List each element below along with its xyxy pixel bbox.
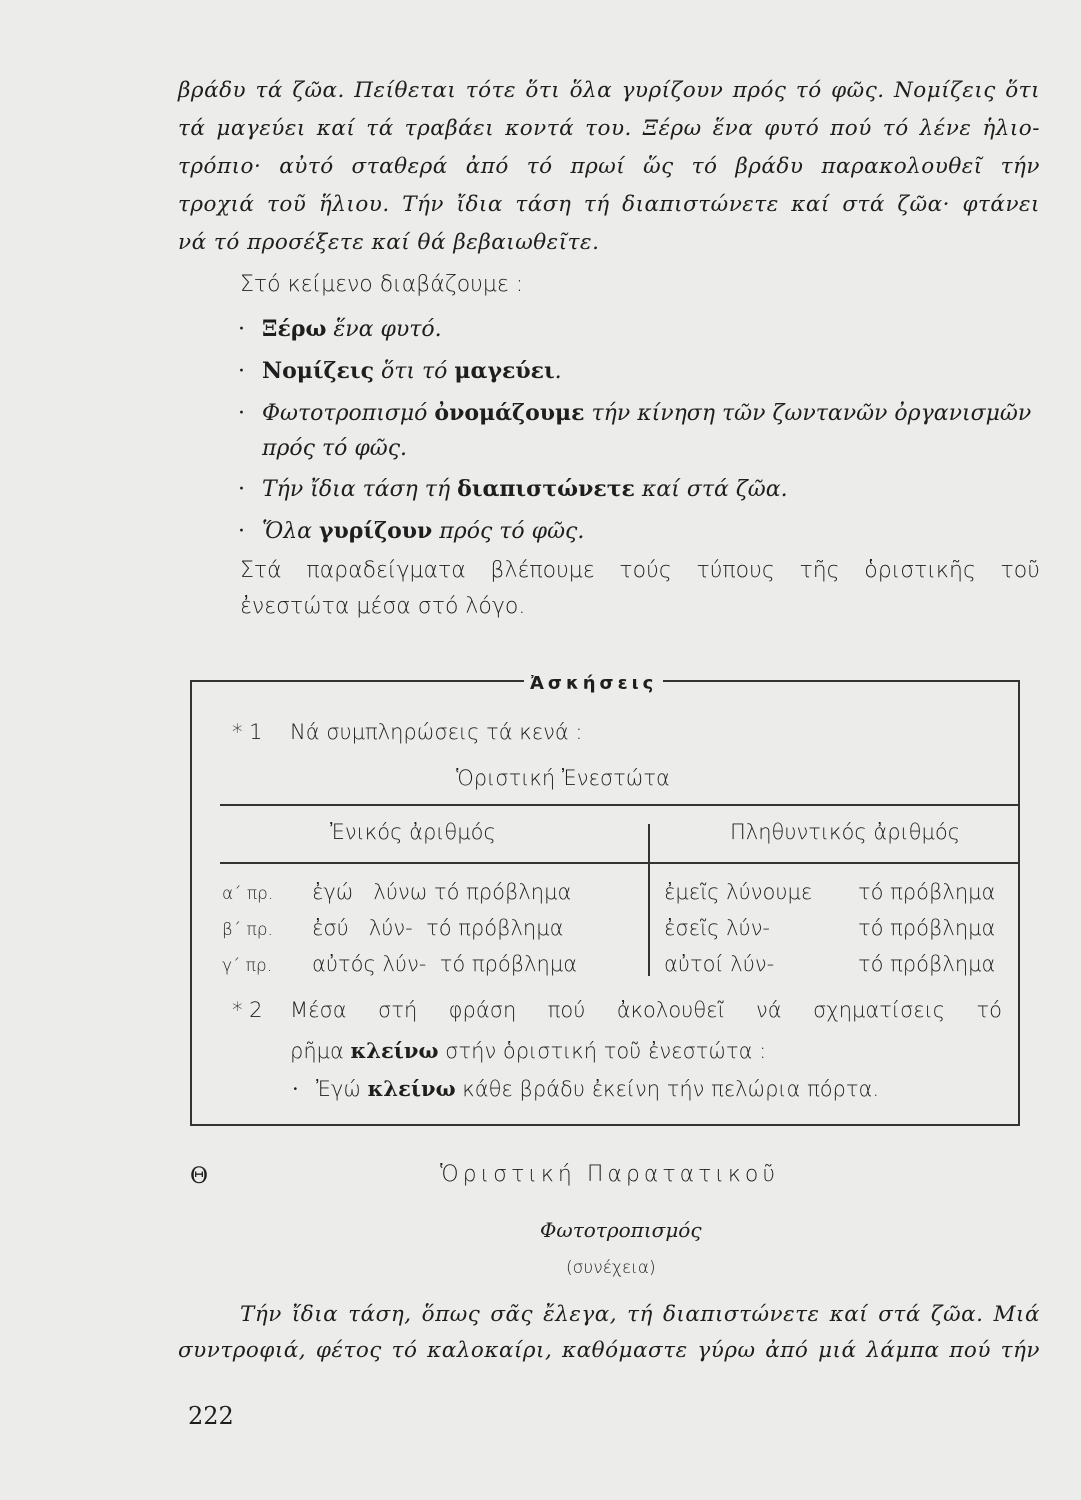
example-item-continuation: πρός τό φῶς. xyxy=(262,436,408,461)
table-cell-plural-object: τό πρόβλημα xyxy=(858,952,996,976)
table-person: γ΄ πρ. xyxy=(222,956,273,976)
bullet-icon: · xyxy=(238,519,245,544)
table-cell-plural-object: τό πρόβλημα xyxy=(858,880,996,904)
paragraph-line: τά μαγεύει καί τά τραβάει κοντά του. Ξέρω ἕνα φυτό πού τό λένε ἡλιο- xyxy=(178,116,1040,141)
table-cell-singular: ἐγώ λύνω τό πρόβλημα xyxy=(312,880,572,904)
paragraph-line: νά τό προσέξετε καί θά βεβαιωθεῖτε. xyxy=(178,230,600,255)
paragraph-line: βράδυ τά ζῶα. Πείθεται τότε ὅτι ὅλα γυρίζουν πρός τό φῶς. Νομίζεις ὅτι xyxy=(178,78,1040,103)
column-header-plural: Πληθυντικός ἀριθμός xyxy=(730,820,961,844)
table-person: α΄ πρ. xyxy=(222,884,274,904)
section-subtitle: Φωτοτροπισμός xyxy=(540,1218,702,1242)
paragraph-line: Τήν ἴδια τάση, ὅπως σᾶς ἔλεγα, τή διαπιστώνετε καί στά ζῶα. Μιά xyxy=(240,1302,1040,1327)
table-cell-plural-object: τό πρόβλημα xyxy=(858,916,996,940)
exercise-2-line: ρῆμα κλείνω στήν ὁριστική τοῦ ἐνεστώτα : xyxy=(290,1038,767,1063)
exercise-2-number: * 2 xyxy=(232,998,263,1022)
example-item: · Ξέρω ἕνα φυτό. xyxy=(238,316,442,342)
summary-line: ἐνεστώτα μέσα στό λόγο. xyxy=(240,594,526,619)
table-cell-singular: αὐτός λύν- τό πρόβλημα xyxy=(312,952,578,976)
table-divider xyxy=(648,824,650,976)
bullet-icon: · xyxy=(238,359,245,384)
exercise-2-line: Μέσα στή φράση πού ἀκολουθεῖ νά σχηματίσεις τό xyxy=(290,998,1002,1022)
exercises-title: Ἀσκήσεις xyxy=(524,673,663,694)
intro-text: Στό κείμενο διαβάζουμε : xyxy=(240,272,524,297)
summary-line: Στά παραδείγματα βλέπουμε τούς τύπους τῆς ὁριστικῆς τοῦ xyxy=(240,558,1040,583)
exercise-2-sentence: · Ἐγώ κλείνω κάθε βράδυ ἐκείνη τήν πελώρια πόρτα. xyxy=(292,1076,880,1101)
bullet-icon: · xyxy=(238,401,245,426)
table-cell-singular: ἐσύ λύν- τό πρόβλημα xyxy=(312,916,564,940)
bullet-icon: · xyxy=(238,317,245,342)
table-cell-plural-pronoun: αὐτοί λύν- xyxy=(664,952,775,976)
exercise-1-number: * 1 xyxy=(232,720,263,744)
example-item: · Νομίζεις ὅτι τό μαγεύει. xyxy=(238,358,562,384)
page-number: 222 xyxy=(188,1402,234,1430)
bullet-icon: · xyxy=(292,1077,299,1101)
paragraph-line: συντροφιά, φέτος τό καλοκαίρι, καθόμαστε γύρω ἀπό μιά λάμπα πού τήν xyxy=(178,1338,1040,1363)
table-cell-plural-pronoun: ἐμεῖς λύνουμε xyxy=(664,880,813,904)
paragraph-line: τρόπιο· αὐτό σταθερά ἀπό τό πρωί ὥς τό βράδυ παρακολουθεῖ τήν xyxy=(178,154,1040,179)
paragraph-line: τροχιά τοῦ ἥλιου. Τήν ἴδια τάση τή διαπιστώνετε καί στά ζῶα· φτάνει xyxy=(178,192,1040,217)
table-top-rule xyxy=(220,804,1018,806)
example-item: · Ὅλα γυρίζουν πρός τό φῶς. xyxy=(238,518,585,544)
bullet-icon: · xyxy=(238,477,245,502)
example-item: · Τήν ἴδια τάση τή διαπιστώνετε καί στά ζῶα. xyxy=(238,476,788,502)
table-title: Ὁριστική Ἐνεστώτα xyxy=(456,766,670,790)
exercise-1-text: Νά συμπληρώσεις τά κενά : xyxy=(290,720,583,744)
column-header-singular: Ἐνικός ἀριθμός xyxy=(330,820,496,844)
example-item: · Φωτοτροπισμό ὀνομάζουμε τήν κίνηση τῶν ζωντανῶν ὀργανισμῶν xyxy=(238,400,1032,426)
table-header-rule xyxy=(220,862,1018,864)
table-person: β΄ πρ. xyxy=(222,920,273,940)
section-title: Ὁριστική Παρατατικοῦ xyxy=(440,1162,780,1187)
section-marker: Θ xyxy=(190,1164,209,1189)
table-cell-plural-pronoun: ἐσεῖς λύν- xyxy=(664,916,771,940)
section-subtitle-note: (συνέχεια) xyxy=(566,1258,656,1278)
